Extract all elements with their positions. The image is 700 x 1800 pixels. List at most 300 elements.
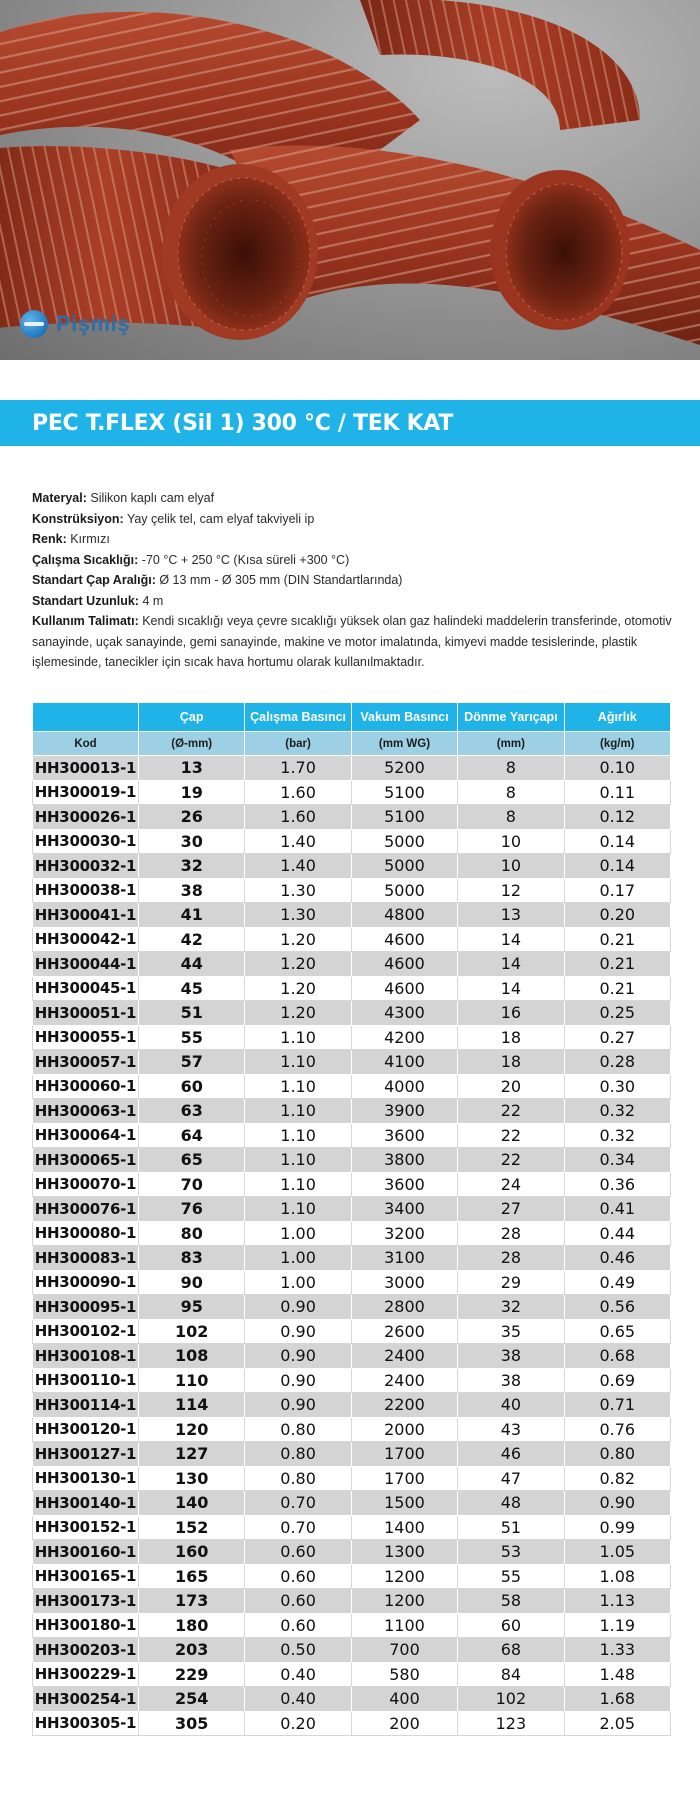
- table-cell: 29: [458, 1270, 564, 1295]
- table-cell: 700: [351, 1638, 457, 1663]
- table-cell: 0.60: [245, 1613, 351, 1638]
- table-cell: 0.41: [564, 1197, 670, 1222]
- table-cell: 1.30: [245, 878, 351, 903]
- table-cell: 0.70: [245, 1515, 351, 1540]
- cell-code: HH300032-1: [33, 854, 139, 879]
- cell-diameter: 90: [139, 1270, 245, 1295]
- spec-table-wrap: [32, 702, 670, 1736]
- table-cell: 0.40: [245, 1662, 351, 1687]
- cell-code: HH300045-1: [33, 976, 139, 1001]
- table-row: [33, 1270, 671, 1295]
- table-row: [33, 1148, 671, 1173]
- table-cell: 2800: [351, 1295, 457, 1320]
- column-header: Çap: [139, 703, 245, 732]
- cell-code: HH300090-1: [33, 1270, 139, 1295]
- table-cell: 0.60: [245, 1564, 351, 1589]
- cell-code: HH300063-1: [33, 1099, 139, 1124]
- table-cell: 1.10: [245, 1197, 351, 1222]
- table-cell: 4300: [351, 1001, 457, 1026]
- table-cell: 5000: [351, 854, 457, 879]
- table-row: [33, 1099, 671, 1124]
- spec-line: [32, 570, 672, 591]
- cell-code: HH300042-1: [33, 927, 139, 952]
- table-cell: 1.10: [245, 1123, 351, 1148]
- table-cell: 0.90: [245, 1319, 351, 1344]
- cell-code: HH300070-1: [33, 1172, 139, 1197]
- table-cell: 1300: [351, 1540, 457, 1565]
- table-cell: 3600: [351, 1172, 457, 1197]
- table-cell: 1400: [351, 1515, 457, 1540]
- table-cell: 2000: [351, 1417, 457, 1442]
- table-cell: 0.90: [245, 1368, 351, 1393]
- cell-code: HH300064-1: [33, 1123, 139, 1148]
- table-cell: 0.40: [245, 1687, 351, 1712]
- cell-diameter: 26: [139, 805, 245, 830]
- cell-diameter: 130: [139, 1466, 245, 1491]
- table-cell: 8: [458, 780, 564, 805]
- table-row: [33, 952, 671, 977]
- table-cell: 0.12: [564, 805, 670, 830]
- table-cell: 0.21: [564, 927, 670, 952]
- cell-diameter: 51: [139, 1001, 245, 1026]
- table-cell: 8: [458, 756, 564, 781]
- table-cell: 1.33: [564, 1638, 670, 1663]
- table-cell: 0.60: [245, 1589, 351, 1614]
- table-cell: 1.10: [245, 1074, 351, 1099]
- table-cell: 4600: [351, 927, 457, 952]
- table-cell: 0.20: [564, 903, 670, 928]
- table-cell: 1.20: [245, 976, 351, 1001]
- spec-table: [32, 702, 671, 1736]
- table-row: [33, 854, 671, 879]
- cell-diameter: 114: [139, 1393, 245, 1418]
- cell-diameter: 165: [139, 1564, 245, 1589]
- cell-diameter: 38: [139, 878, 245, 903]
- table-cell: 35: [458, 1319, 564, 1344]
- column-unit: (kg/m): [564, 732, 670, 756]
- cell-code: HH300305-1: [33, 1711, 139, 1736]
- table-cell: 2200: [351, 1393, 457, 1418]
- table-cell: 0.99: [564, 1515, 670, 1540]
- table-cell: 0.14: [564, 854, 670, 879]
- table-cell: 0.90: [245, 1295, 351, 1320]
- spec-label: Kullanım Talimatı:: [32, 614, 139, 628]
- table-cell: 0.17: [564, 878, 670, 903]
- cell-code: HH300019-1: [33, 780, 139, 805]
- cell-diameter: 65: [139, 1148, 245, 1173]
- table-cell: 4200: [351, 1025, 457, 1050]
- spec-line: [32, 488, 672, 509]
- table-cell: 1.13: [564, 1589, 670, 1614]
- cell-code: HH300030-1: [33, 829, 139, 854]
- table-cell: 123: [458, 1711, 564, 1736]
- table-cell: 0.71: [564, 1393, 670, 1418]
- table-cell: 43: [458, 1417, 564, 1442]
- cell-diameter: 19: [139, 780, 245, 805]
- spec-value: Ø 13 mm - Ø 305 mm (DIN Standartlarında): [159, 573, 403, 587]
- brand-logo: [20, 310, 130, 338]
- table-row: [33, 1417, 671, 1442]
- column-header: Ağırlık: [564, 703, 670, 732]
- cell-code: HH300108-1: [33, 1344, 139, 1369]
- table-cell: 1.30: [245, 903, 351, 928]
- table-cell: 1.10: [245, 1050, 351, 1075]
- cell-diameter: 127: [139, 1442, 245, 1467]
- cell-diameter: 120: [139, 1417, 245, 1442]
- table-cell: 2400: [351, 1344, 457, 1369]
- cell-diameter: 60: [139, 1074, 245, 1099]
- table-cell: 5000: [351, 878, 457, 903]
- cell-code: HH300140-1: [33, 1491, 139, 1516]
- table-cell: 0.60: [245, 1540, 351, 1565]
- column-header-kod: Kod: [33, 732, 139, 756]
- table-cell: 0.21: [564, 976, 670, 1001]
- table-cell: 0.28: [564, 1050, 670, 1075]
- table-cell: 1500: [351, 1491, 457, 1516]
- cell-diameter: 76: [139, 1197, 245, 1222]
- table-cell: 3400: [351, 1197, 457, 1222]
- table-cell: 0.14: [564, 829, 670, 854]
- table-cell: 102: [458, 1687, 564, 1712]
- cell-diameter: 44: [139, 952, 245, 977]
- table-body: [33, 756, 671, 1736]
- spec-value: Kırmızı: [70, 532, 110, 546]
- table-cell: 0.46: [564, 1246, 670, 1271]
- table-row: [33, 1025, 671, 1050]
- cell-diameter: 108: [139, 1344, 245, 1369]
- table-cell: 1.00: [245, 1221, 351, 1246]
- cell-code: HH300114-1: [33, 1393, 139, 1418]
- table-cell: 38: [458, 1368, 564, 1393]
- spec-label: Materyal:: [32, 491, 87, 505]
- table-cell: 1.05: [564, 1540, 670, 1565]
- table-cell: 3000: [351, 1270, 457, 1295]
- table-cell: 58: [458, 1589, 564, 1614]
- table-cell: 40: [458, 1393, 564, 1418]
- table-cell: 0.82: [564, 1466, 670, 1491]
- cell-code: HH300065-1: [33, 1148, 139, 1173]
- spec-value: Kendi sıcaklığı veya çevre sıcaklığı yüksek olan gaz halindeki maddelerin transferinde, otomotiv sanayinde, uçak sanayinde, gemi sanayinde, makine ve motor imalatında, kimyevi madde tesislerinde, plastik işlemesinde, tanecikler için sıcak hava hortumu olarak kullanılmaktadır.: [32, 614, 672, 669]
- table-cell: 0.80: [245, 1442, 351, 1467]
- table-row: [33, 1074, 671, 1099]
- spec-line: [32, 509, 672, 530]
- table-row: [33, 1368, 671, 1393]
- table-row: [33, 1540, 671, 1565]
- cell-diameter: 70: [139, 1172, 245, 1197]
- table-cell: 0.69: [564, 1368, 670, 1393]
- table-cell: 2400: [351, 1368, 457, 1393]
- table-cell: 55: [458, 1564, 564, 1589]
- column-unit: (mm): [458, 732, 564, 756]
- table-cell: 0.20: [245, 1711, 351, 1736]
- table-cell: 1.60: [245, 780, 351, 805]
- cell-diameter: 160: [139, 1540, 245, 1565]
- title-band: [0, 400, 700, 446]
- cell-code: HH300013-1: [33, 756, 139, 781]
- cell-code: HH300076-1: [33, 1197, 139, 1222]
- table-cell: 60: [458, 1613, 564, 1638]
- table-row: [33, 1442, 671, 1467]
- table-row: [33, 1589, 671, 1614]
- table-cell: 0.11: [564, 780, 670, 805]
- table-cell: 16: [458, 1001, 564, 1026]
- cell-diameter: 152: [139, 1515, 245, 1540]
- cell-code: HH300160-1: [33, 1540, 139, 1565]
- table-cell: 22: [458, 1099, 564, 1124]
- table-cell: 4100: [351, 1050, 457, 1075]
- table-row: [33, 1662, 671, 1687]
- cell-code: HH300229-1: [33, 1662, 139, 1687]
- table-cell: 14: [458, 952, 564, 977]
- table-cell: 1.40: [245, 854, 351, 879]
- cell-code: HH300055-1: [33, 1025, 139, 1050]
- table-cell: 1200: [351, 1564, 457, 1589]
- logo-icon: [20, 310, 48, 338]
- table-cell: 1.20: [245, 927, 351, 952]
- cell-code: HH300127-1: [33, 1442, 139, 1467]
- column-header: Çalışma Basıncı: [245, 703, 351, 732]
- column-header: Dönme Yarıçapı: [458, 703, 564, 732]
- cell-code: HH300203-1: [33, 1638, 139, 1663]
- table-cell: 13: [458, 903, 564, 928]
- cell-code: HH300060-1: [33, 1074, 139, 1099]
- cell-diameter: 32: [139, 854, 245, 879]
- table-cell: 68: [458, 1638, 564, 1663]
- cell-diameter: 55: [139, 1025, 245, 1050]
- cell-code: HH300095-1: [33, 1295, 139, 1320]
- table-cell: 14: [458, 976, 564, 1001]
- cell-code: HH300044-1: [33, 952, 139, 977]
- table-row: [33, 1613, 671, 1638]
- column-unit: (bar): [245, 732, 351, 756]
- table-cell: 53: [458, 1540, 564, 1565]
- table-cell: 18: [458, 1025, 564, 1050]
- table-row: [33, 1221, 671, 1246]
- spec-value: 4 m: [142, 593, 164, 608]
- table-cell: 28: [458, 1246, 564, 1271]
- cell-diameter: 45: [139, 976, 245, 1001]
- table-cell: 0.80: [245, 1417, 351, 1442]
- cell-code: HH300051-1: [33, 1001, 139, 1026]
- cell-diameter: 229: [139, 1662, 245, 1687]
- table-row: [33, 1246, 671, 1271]
- table-cell: 0.10: [564, 756, 670, 781]
- cell-diameter: 41: [139, 903, 245, 928]
- table-units-row: [33, 732, 671, 756]
- spec-label: Renk:: [32, 532, 67, 546]
- cell-code: HH300038-1: [33, 878, 139, 903]
- cell-diameter: 254: [139, 1687, 245, 1712]
- table-row: [33, 1319, 671, 1344]
- table-cell: 14: [458, 927, 564, 952]
- table-cell: 38: [458, 1344, 564, 1369]
- table-cell: 1200: [351, 1589, 457, 1614]
- table-cell: 84: [458, 1662, 564, 1687]
- table-cell: 0.32: [564, 1123, 670, 1148]
- table-cell: 10: [458, 854, 564, 879]
- table-cell: 0.44: [564, 1221, 670, 1246]
- spec-line: [32, 550, 672, 571]
- spec-line: [32, 529, 672, 550]
- table-cell: 0.80: [564, 1442, 670, 1467]
- table-cell: 1.68: [564, 1687, 670, 1712]
- table-cell: 3200: [351, 1221, 457, 1246]
- spec-label: Çalışma Sıcaklığı:: [32, 552, 139, 567]
- table-row: [33, 1687, 671, 1712]
- table-cell: 3800: [351, 1148, 457, 1173]
- cell-diameter: 203: [139, 1638, 245, 1663]
- table-cell: 20: [458, 1074, 564, 1099]
- table-row: [33, 1491, 671, 1516]
- table-cell: 1.40: [245, 829, 351, 854]
- table-row: [33, 1050, 671, 1075]
- table-row: [33, 1638, 671, 1663]
- table-cell: 32: [458, 1295, 564, 1320]
- table-cell: 0.25: [564, 1001, 670, 1026]
- table-cell: 0.90: [564, 1491, 670, 1516]
- table-cell: 1.10: [245, 1172, 351, 1197]
- table-cell: 22: [458, 1148, 564, 1173]
- table-cell: 0.34: [564, 1148, 670, 1173]
- table-cell: 27: [458, 1197, 564, 1222]
- spec-label: Standart Çap Aralığı:: [32, 573, 156, 587]
- table-cell: 1.10: [245, 1025, 351, 1050]
- table-cell: 2.05: [564, 1711, 670, 1736]
- table-cell: 400: [351, 1687, 457, 1712]
- table-cell: 4000: [351, 1074, 457, 1099]
- table-cell: 0.32: [564, 1099, 670, 1124]
- table-row: [33, 1344, 671, 1369]
- table-row: [33, 1564, 671, 1589]
- table-row: [33, 1515, 671, 1540]
- table-cell: 47: [458, 1466, 564, 1491]
- cell-code: HH300180-1: [33, 1613, 139, 1638]
- table-row: [33, 1001, 671, 1026]
- table-cell: 4600: [351, 976, 457, 1001]
- cell-code: HH300254-1: [33, 1687, 139, 1712]
- spec-line: [32, 591, 672, 612]
- table-cell: 0.80: [245, 1466, 351, 1491]
- spec-label: Konstrüksiyon:: [32, 511, 124, 526]
- table-row: [33, 756, 671, 781]
- cell-code: HH300026-1: [33, 805, 139, 830]
- table-cell: 5200: [351, 756, 457, 781]
- table-row: [33, 1711, 671, 1736]
- cell-diameter: 140: [139, 1491, 245, 1516]
- cell-diameter: 110: [139, 1368, 245, 1393]
- table-cell: 1.00: [245, 1270, 351, 1295]
- table-cell: 1.70: [245, 756, 351, 781]
- table-cell: 46: [458, 1442, 564, 1467]
- table-cell: 580: [351, 1662, 457, 1687]
- table-cell: 5000: [351, 829, 457, 854]
- table-cell: 0.65: [564, 1319, 670, 1344]
- column-unit: (mm WG): [351, 732, 457, 756]
- cell-diameter: 13: [139, 756, 245, 781]
- table-cell: 4800: [351, 903, 457, 928]
- table-cell: 0.21: [564, 952, 670, 977]
- hose-illustration: [0, 0, 700, 360]
- table-row: [33, 976, 671, 1001]
- product-photo: [0, 0, 700, 360]
- cell-diameter: 42: [139, 927, 245, 952]
- table-cell: 1.20: [245, 1001, 351, 1026]
- table-cell: 1.00: [245, 1246, 351, 1271]
- cell-diameter: 57: [139, 1050, 245, 1075]
- table-cell: 0.30: [564, 1074, 670, 1099]
- table-row: [33, 1393, 671, 1418]
- cell-diameter: 102: [139, 1319, 245, 1344]
- table-row: [33, 780, 671, 805]
- table-cell: 0.76: [564, 1417, 670, 1442]
- table-cell: 1.60: [245, 805, 351, 830]
- table-cell: 1700: [351, 1466, 457, 1491]
- table-cell: 0.36: [564, 1172, 670, 1197]
- cell-code: HH300120-1: [33, 1417, 139, 1442]
- column-header: [33, 703, 139, 732]
- table-row: [33, 1466, 671, 1491]
- table-cell: 18: [458, 1050, 564, 1075]
- cell-diameter: 180: [139, 1613, 245, 1638]
- table-cell: 0.49: [564, 1270, 670, 1295]
- cell-diameter: 95: [139, 1295, 245, 1320]
- table-cell: 0.90: [245, 1393, 351, 1418]
- table-cell: 1.08: [564, 1564, 670, 1589]
- spec-label: Standart Uzunluk:: [32, 593, 139, 608]
- cell-code: HH300041-1: [33, 903, 139, 928]
- table-cell: 2600: [351, 1319, 457, 1344]
- cell-diameter: 30: [139, 829, 245, 854]
- table-cell: 3100: [351, 1246, 457, 1271]
- table-row: [33, 878, 671, 903]
- table-row: [33, 829, 671, 854]
- table-cell: 0.50: [245, 1638, 351, 1663]
- table-row: [33, 1197, 671, 1222]
- table-cell: 1.10: [245, 1148, 351, 1173]
- cell-code: HH300057-1: [33, 1050, 139, 1075]
- cell-diameter: 80: [139, 1221, 245, 1246]
- spec-list: [32, 488, 672, 673]
- cell-code: HH300110-1: [33, 1368, 139, 1393]
- table-cell: 0.56: [564, 1295, 670, 1320]
- table-cell: 12: [458, 878, 564, 903]
- table-row: [33, 903, 671, 928]
- table-cell: 1.19: [564, 1613, 670, 1638]
- table-cell: 200: [351, 1711, 457, 1736]
- table-cell: 28: [458, 1221, 564, 1246]
- table-cell: 1.48: [564, 1662, 670, 1687]
- table-row: [33, 1123, 671, 1148]
- cell-diameter: 305: [139, 1711, 245, 1736]
- table-row: [33, 805, 671, 830]
- table-cell: 24: [458, 1172, 564, 1197]
- cell-code: HH300130-1: [33, 1466, 139, 1491]
- column-unit: (Ø-mm): [139, 732, 245, 756]
- cell-diameter: 63: [139, 1099, 245, 1124]
- table-row: [33, 1295, 671, 1320]
- table-cell: 8: [458, 805, 564, 830]
- spec-value: -70 °C + 250 °C (Kısa süreli +300 °C): [141, 552, 350, 567]
- table-cell: 3900: [351, 1099, 457, 1124]
- table-cell: 10: [458, 829, 564, 854]
- cell-diameter: 173: [139, 1589, 245, 1614]
- brand-name: Pişmiş: [56, 311, 130, 336]
- table-cell: 1700: [351, 1442, 457, 1467]
- table-cell: 48: [458, 1491, 564, 1516]
- table-row: [33, 927, 671, 952]
- table-cell: 3600: [351, 1123, 457, 1148]
- spec-line: [32, 611, 672, 673]
